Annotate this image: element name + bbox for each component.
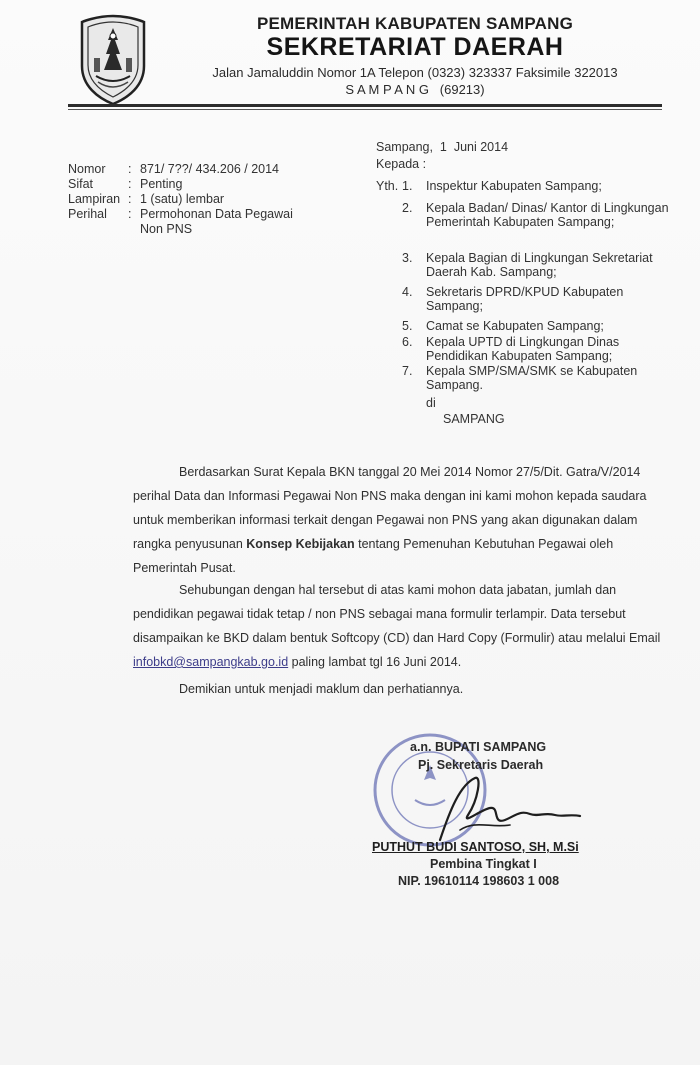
addressee-text: Kepala UPTD di Lingkungan Dinas Pendidikan Kabupaten Sampang; xyxy=(426,335,620,363)
di-label: di xyxy=(426,396,436,410)
meta-value: 1 (satu) lembar xyxy=(140,192,225,206)
meta-row xyxy=(68,192,350,207)
meta-colon: : xyxy=(128,207,132,221)
letterhead-divider-thin xyxy=(68,109,662,110)
meta-label: Perihal xyxy=(68,207,107,221)
addressee-number: 4. xyxy=(402,285,413,299)
addressee-item xyxy=(402,335,672,363)
meta-row xyxy=(68,207,350,222)
meta-colon: : xyxy=(128,162,132,176)
signatory-nip: NIP. 19610114 198603 1 008 xyxy=(398,874,560,888)
meta-value: Non PNS xyxy=(140,222,193,236)
meta-colon xyxy=(128,222,140,237)
meta-row xyxy=(68,222,350,237)
handwritten-signature-icon xyxy=(420,770,590,845)
addressee-item xyxy=(402,364,672,392)
paragraph-text: paling lambat tgl 16 Juni 2014. xyxy=(288,655,462,669)
addressee-item xyxy=(402,179,672,193)
meta-label: Sifat xyxy=(68,177,94,191)
addressee-item xyxy=(402,251,672,279)
meta-label: Nomor xyxy=(68,162,106,176)
meta-value: 871/ 7??/ 434.206 / 2014 xyxy=(140,162,280,176)
email-link[interactable]: infobkd@sampangkab.go.id xyxy=(133,655,289,669)
addressee-text: Camat se Kabupaten Sampang; xyxy=(426,319,604,333)
addressee-item xyxy=(402,319,672,333)
addressee-number: 7. xyxy=(402,364,413,378)
body-paragraph-1 xyxy=(133,460,663,580)
meta-row xyxy=(68,162,350,177)
addressee-text: Kepala Badan/ Dinas/ Kantor di Lingkungan Pemerintah Kabupaten Sampang; xyxy=(426,201,669,229)
letter-meta xyxy=(68,162,350,237)
signatory-rank: Pembina Tingkat I xyxy=(430,857,537,871)
letter-date: Sampang, 1 Juni 2014 xyxy=(376,140,509,154)
yth-label: Yth. xyxy=(376,179,399,193)
addressee-item xyxy=(402,285,672,313)
addressee-item xyxy=(402,201,672,229)
kepada-label: Kepada : xyxy=(376,157,427,171)
paragraph-emphasis: Konsep Kebijakan xyxy=(246,537,355,551)
letterhead-city: S A M P A N G (69213) xyxy=(345,82,485,97)
addressee-text: Sekretaris DPRD/KPUD Kabupaten Sampang; xyxy=(426,285,624,313)
meta-row xyxy=(68,177,350,192)
addressee-number: 1. xyxy=(402,179,413,193)
signature-position: Pj. Sekretaris Daerah xyxy=(418,758,544,772)
body-paragraph-2 xyxy=(133,578,663,674)
regency-emblem-icon xyxy=(78,14,148,106)
meta-value: Permohonan Data Pegawai xyxy=(140,207,293,221)
body-paragraph-3 xyxy=(133,677,663,701)
meta-label: Lampiran xyxy=(68,192,121,206)
addressee-text: Inspektur Kabupaten Sampang; xyxy=(426,179,602,193)
destination-city: SAMPANG xyxy=(443,412,505,426)
paragraph-text: Demikian untuk menjadi maklum dan perhatiannya. xyxy=(179,682,464,696)
addressee-number: 3. xyxy=(402,251,413,265)
meta-label xyxy=(68,222,128,237)
signatory-name: PUTHUT BUDI SANTOSO, SH, M.Si xyxy=(372,840,579,854)
paragraph-text: Sehubungan dengan hal tersebut di atas kami mohon data jabatan, jumlah dan pendidikan pegawai tidak tetap / non PNS sebagai mana formulir terlampir. Data tersebut disampaikan ke BKD dalam bentuk Softcopy (CD) dan Hard Copy (Formulir) atau melalui Email xyxy=(133,583,661,645)
letterhead-address: Jalan Jamaluddin Nomor 1A Telepon (0323) 323337 Faksimile 322013 xyxy=(212,65,618,80)
addressee-number: 2. xyxy=(402,201,413,215)
addressee-number: 5. xyxy=(402,319,413,333)
addressee-text: Kepala SMP/SMA/SMK se Kabupaten Sampang. xyxy=(426,364,638,392)
addressee-text: Kepala Bagian di Lingkungan Sekretariat Daerah Kab. Sampang; xyxy=(426,251,653,279)
addressee-number: 6. xyxy=(402,335,413,349)
letterhead-government: PEMERINTAH KABUPATEN SAMPANG xyxy=(256,14,573,33)
meta-colon: : xyxy=(128,192,132,206)
meta-colon: : xyxy=(128,177,132,191)
meta-value: Penting xyxy=(140,177,183,191)
signature-on-behalf: a.n. BUPATI SAMPANG xyxy=(410,740,547,754)
letterhead-divider-thick xyxy=(68,104,662,107)
paragraph-text: tentang Pemenuhan Kebutuhan Pegawai oleh Pemerintah Pusat. xyxy=(133,537,614,575)
letterhead-office: SEKRETARIAT DAERAH xyxy=(266,33,564,61)
paragraph-text: Berdasarkan Surat Kepala BKN tanggal 20 Mei 2014 Nomor 27/5/Dit. Gatra/V/2014 perihal Data dan Informasi Pegawai Non PNS maka dengan ini kami mohon kepada saudara untuk memberikan informasi terkait dengan Pegawai non PNS yang akan digunakan dalam rangka penyusunan xyxy=(133,465,647,551)
